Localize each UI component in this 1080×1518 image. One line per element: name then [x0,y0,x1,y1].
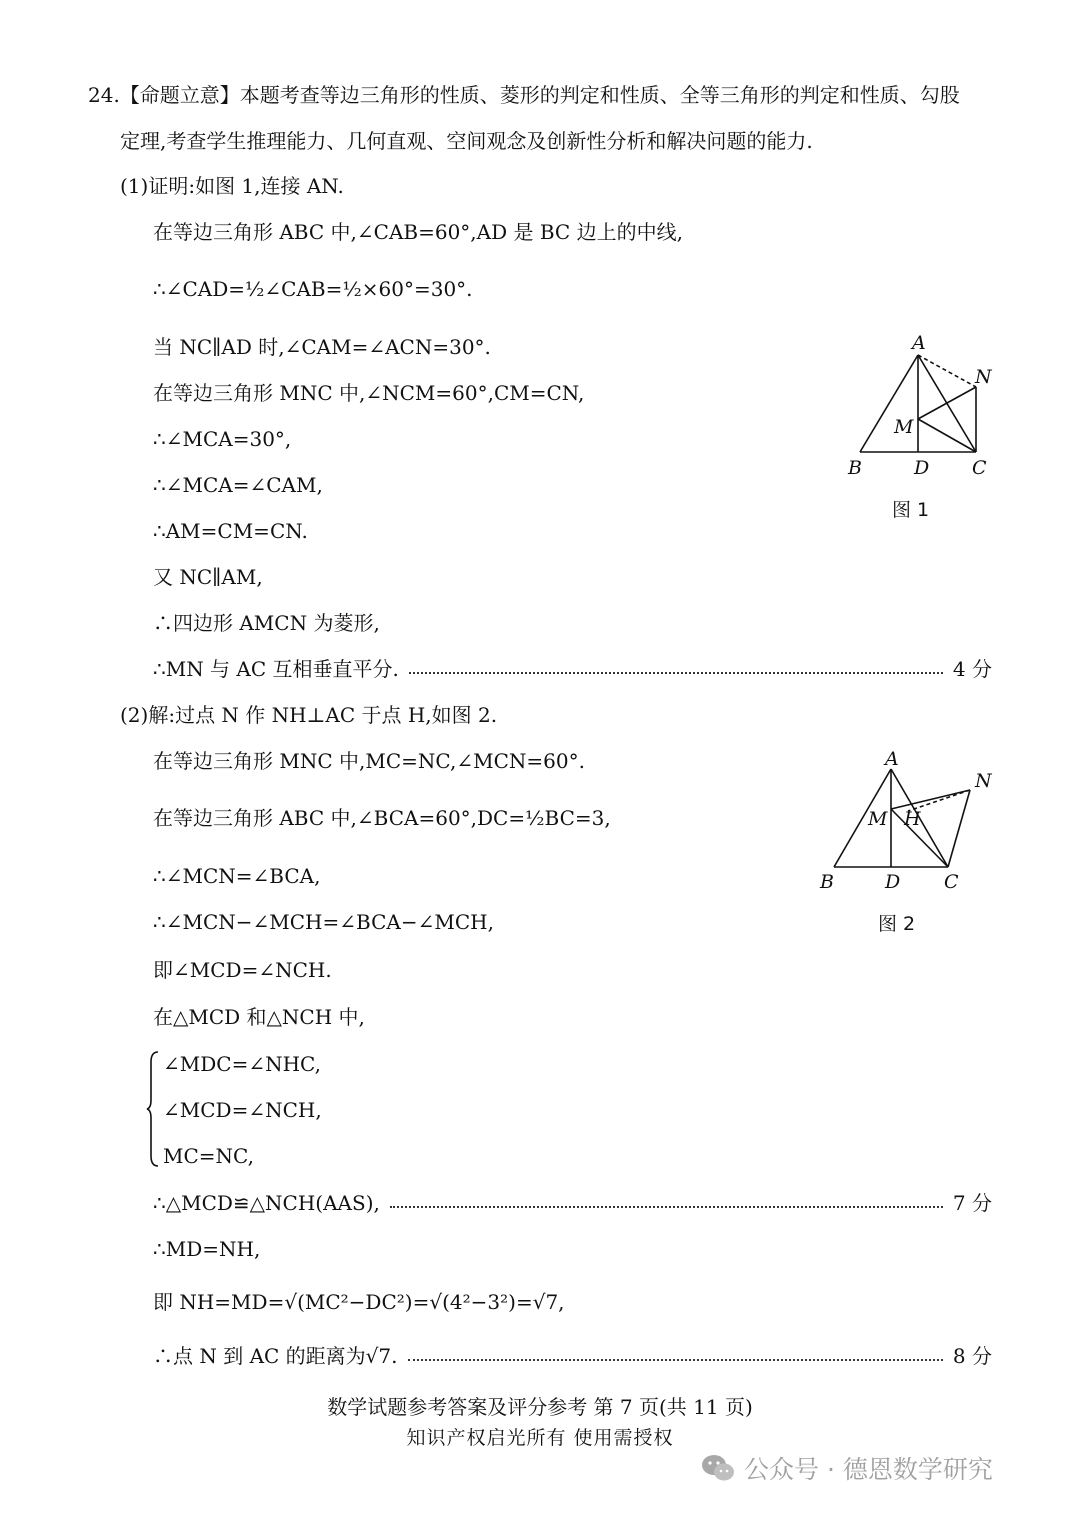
part1-score-line [153,657,992,681]
part2-score-2: 8 分 [952,1344,992,1368]
congruence-statement: ∴△MCD≌△NCH(AAS), [153,1191,380,1215]
part2-line: 在等边三角形 MNC 中,MC=NC,∠MCN=60°. [153,749,585,773]
problem-intent-line-2: 定理,考查学生推理能力、几何直观、空间观念及创新性分析和解决问题的能力. [120,129,813,153]
part1-line: ∴∠MCA=∠CAM, [153,473,323,497]
problem-intent-line-1: 24.【命题立意】本题考查等边三角形的性质、菱形的判定和性质、全等三角形的判定和性质、勾股 [88,83,960,107]
leader-dots [409,658,943,674]
part1-line: 在等边三角形 ABC 中,∠CAB=60°,AD 是 BC 边上的中线, [153,220,683,244]
system-line: MC=NC, [163,1144,254,1168]
system-brace [146,1050,160,1168]
part2-line: 在△MCD 和△NCH 中, [153,1005,365,1029]
label-m: M [868,808,888,830]
part2-line: ∴∠MCN−∠MCH=∠BCA−∠MCH, [153,910,494,934]
system-line: ∠MDC=∠NHC, [163,1052,321,1076]
segment-mn [918,387,976,419]
label-c: C [944,871,959,893]
label-m: M [894,416,914,438]
part1-line: ∴四边形 AMCN 为菱形, [153,611,380,635]
part1-score: 4 分 [952,657,992,681]
wechat-icon [700,1453,736,1483]
label-a: A [885,748,899,770]
part1-line: ∴∠CAD=½∠CAB=½×60°=30°. [153,277,473,301]
figure-2-diagram [810,745,1000,895]
part1-title: (1)证明:如图 1,连接 AN. [120,174,344,198]
part1-line: ∴∠MCA=30°, [153,427,292,451]
segment-nc [948,790,970,867]
part2-score-line-2 [153,1344,992,1368]
part2-line: 即∠MCD=∠NCH. [153,958,332,982]
part1-line: 又 NC∥AM, [153,565,263,589]
part1-line: ∴AM=CM=CN. [153,519,308,543]
part2-line: 即 NH=MD=√(MC²−DC²)=√(4²−3²)=√7, [153,1290,565,1314]
leader-dots [390,1192,943,1208]
label-h: H [904,808,921,830]
label-a: A [912,332,926,354]
part2-score-1: 7 分 [952,1191,992,1215]
part2-line: 在等边三角形 ABC 中,∠BCA=60°,DC=½BC=3, [153,806,611,830]
label-c: C [972,457,987,479]
watermark-text: 公众号 · 德恩数学研究 [744,1455,993,1484]
part1-conclusion: ∴MN 与 AC 互相垂直平分. [153,657,399,681]
figure-1-diagram [830,330,1020,485]
segment-mn [891,790,970,809]
label-n: N [975,366,992,388]
label-d: D [914,457,930,479]
part2-score-line-1 [153,1191,992,1215]
distance-conclusion: ∴点 N 到 AC 的距离为√7. [153,1344,398,1368]
segment-mc [918,419,976,452]
figure-1-caption: 图 1 [892,499,930,521]
figure-2-caption: 图 2 [878,913,916,935]
wechat-watermark [700,1450,993,1486]
page-footer: 数学试题参考答案及评分参考 第 7 页(共 11 页) [327,1395,753,1419]
label-n: N [975,770,992,792]
label-d: D [885,871,901,893]
part2-title: (2)解:过点 N 作 NH⊥AC 于点 H,如图 2. [120,703,498,727]
part1-line: 当 NC∥AD 时,∠CAM=∠ACN=30°. [153,335,491,359]
part2-line: ∴MD=NH, [153,1237,261,1261]
copyright-notice: 知识产权启光所有 使用需授权 [406,1427,674,1449]
system-line: ∠MCD=∠NCH, [163,1098,322,1122]
leader-dots [408,1345,943,1361]
part1-line: 在等边三角形 MNC 中,∠NCM=60°,CM=CN, [153,381,585,405]
label-b: B [848,457,862,479]
label-b: B [820,871,834,893]
part2-line: ∴∠MCN=∠BCA, [153,864,321,888]
